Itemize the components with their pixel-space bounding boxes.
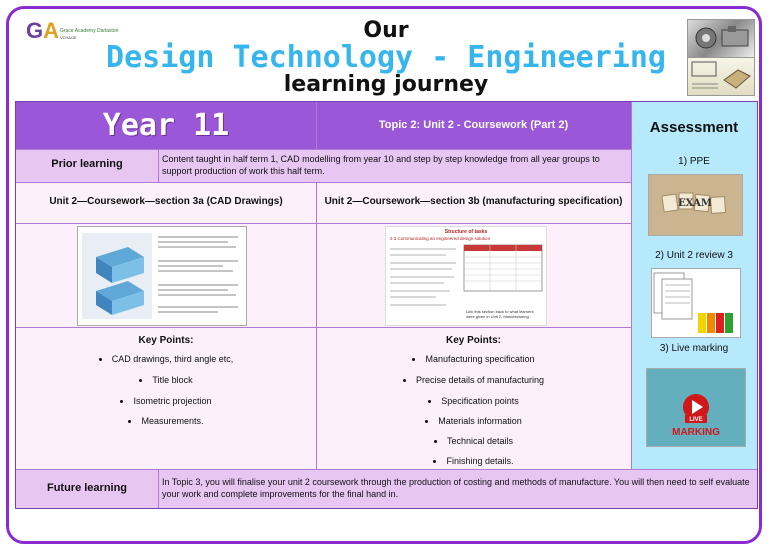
exam-tiles-icon: [649, 175, 742, 235]
live-marking-image: [646, 368, 746, 447]
divider: [16, 182, 631, 183]
title-learning-journey: learning journey: [283, 72, 489, 97]
spec-doc-body-icon: [386, 243, 546, 315]
cad-drawings-image: [77, 226, 247, 326]
page-title: Design Technology - Engineering: [106, 40, 666, 75]
divider: [158, 469, 159, 508]
live-badge-text: LIVE: [689, 417, 703, 423]
prior-text-cell: [158, 149, 631, 182]
marking-badge-text: MARKING: [672, 427, 720, 438]
manufacturing-spec-image: [385, 226, 547, 326]
col2-keypoints-cell: [316, 327, 631, 469]
assessment-item-ppe: 1) PPE: [678, 156, 710, 167]
review-sheet-icon: [652, 269, 740, 337]
future-label-cell: [16, 469, 158, 508]
logo-text: Grace Academy Darlaston: [60, 28, 119, 34]
col1-heading-cell: [16, 182, 316, 223]
list-item: • CAD drawings, third angle etc,: [16, 354, 316, 364]
col2-heading: Unit 2—Coursework—section 3b (manufacturing specification): [324, 196, 623, 207]
divider: [316, 182, 317, 469]
live-marking-icon: [647, 369, 745, 446]
title-our: Our: [363, 18, 409, 43]
exam-tiles-text: EXAM: [678, 198, 712, 209]
assessment-title: Assessment: [649, 119, 739, 136]
col1-image-cell: [16, 223, 316, 327]
divider: [16, 327, 631, 328]
exam-image: [648, 174, 743, 236]
divider: [16, 223, 631, 224]
list-item: • Manufacturing specification: [316, 354, 631, 364]
year-cell: [16, 102, 316, 149]
technical-drawing-image: [687, 57, 755, 96]
list-item: • Finishing details.: [316, 456, 631, 466]
assessment-item-review: 2) Unit 2 review 3: [655, 250, 733, 261]
col1-keypoints-title: Key Points:: [138, 335, 194, 346]
col1-heading: Unit 2—Coursework—section 3a (CAD Drawings): [49, 196, 283, 207]
logo-mark: GA: [26, 18, 60, 43]
col2-image-cell: [316, 223, 631, 327]
col2-keypoints-title: Key Points:: [445, 335, 501, 346]
list-item: • Precise details of manufacturing: [316, 375, 631, 385]
logo-sub: VOYAGE: [60, 35, 77, 40]
prior-learning-text: Content taught in half term 1, CAD modelling from year 10 and step by step knowledge from all year groups to support production of work this half term.: [162, 154, 600, 176]
list-item: • Materials information: [316, 416, 631, 426]
assessment-item-live: 3) Live marking: [659, 343, 729, 354]
spec-doc-title: Structure of tasks: [444, 229, 488, 235]
engineering-parts-image: [687, 19, 755, 58]
list-item: • Technical details: [316, 436, 631, 446]
col2-heading-cell: [316, 182, 631, 223]
year-label: Year 11: [102, 108, 230, 143]
divider: [16, 469, 757, 470]
topic-title: Topic 2: Unit 2 - Coursework (Part 2): [378, 119, 569, 131]
list-item: • Measurements.: [16, 416, 316, 426]
divider: [631, 102, 632, 469]
list-item: • Isometric projection: [16, 396, 316, 406]
assessment-column: [631, 102, 757, 469]
spec-doc-subtitle: 2.3 Communicating an engineered design solution: [390, 236, 491, 241]
learning-journey-table: [15, 101, 758, 509]
list-item: • Specification points: [316, 396, 631, 406]
review-sheet-image: [651, 268, 741, 338]
cad-model-icon: [78, 227, 246, 325]
engine-parts-icon: [688, 20, 754, 57]
divider: [16, 149, 631, 150]
list-item: • Title block: [16, 375, 316, 385]
col1-keypoints-cell: [16, 327, 316, 469]
divider: [316, 102, 317, 149]
drawing-sheet-icon: [688, 58, 754, 95]
divider: [158, 149, 159, 182]
future-text-cell: [158, 469, 757, 508]
future-learning-label: Future learning: [46, 482, 128, 494]
prior-learning-label: Prior learning: [51, 158, 123, 170]
future-learning-text: In Topic 3, you will finalise your unit 2 coursework through the production of costing and methods of manufacture. You will then need to self evaluate your work and complete improvements for the final hand in.: [162, 477, 750, 499]
topic-cell: [316, 102, 631, 149]
prior-label-cell: [16, 149, 158, 182]
spec-doc-footer: Link this section back to what learners were given in Unit 2, Manufacturing: [466, 309, 534, 319]
